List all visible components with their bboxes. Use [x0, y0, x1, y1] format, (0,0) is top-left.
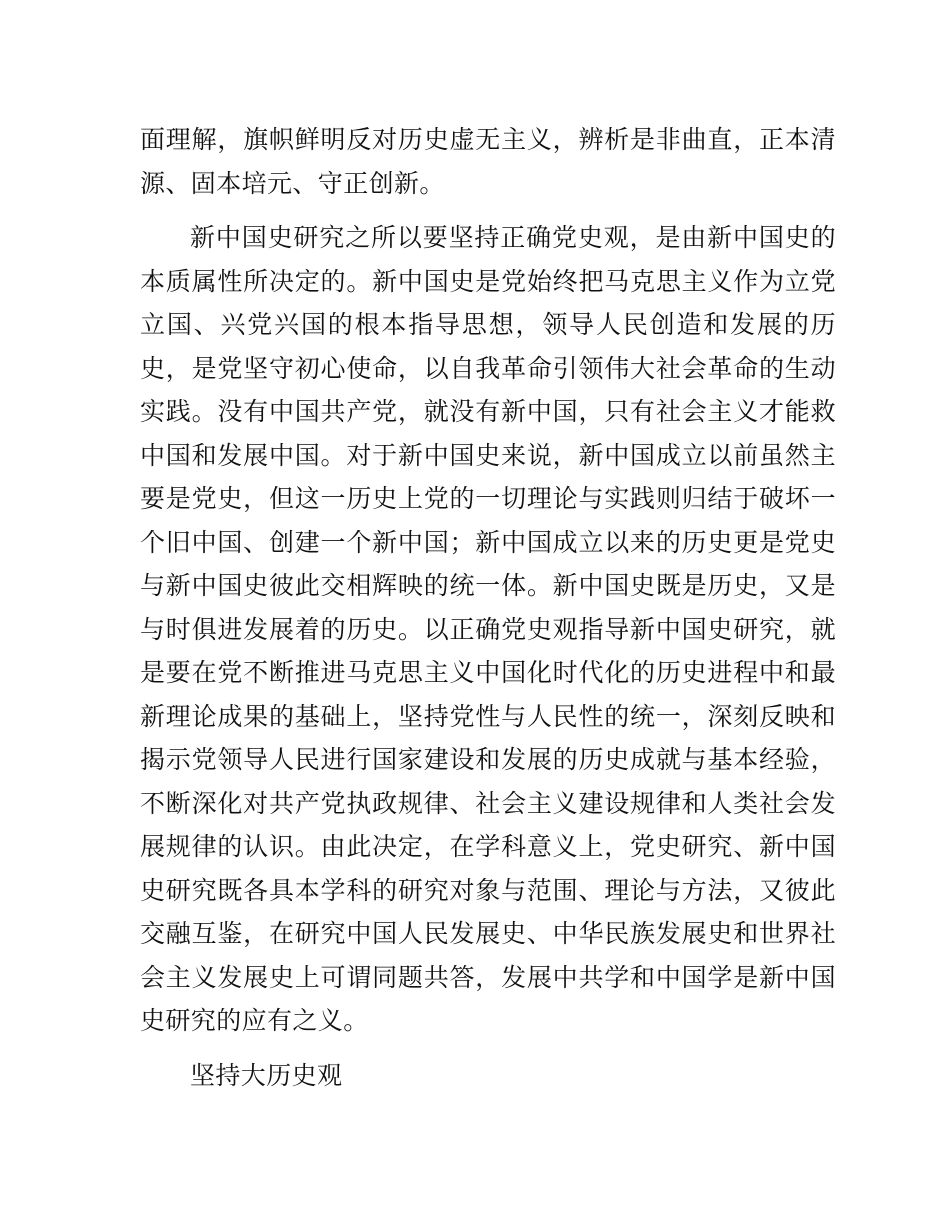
document-page [140, 118, 836, 1108]
paragraph-continuation: 面理解，旗帜鲜明反对历史虚无主义，辨析是非曲直，正本清源、固本培元、守正创新。 [140, 125, 836, 198]
section-heading: 坚持大历史观 [190, 1060, 343, 1090]
paragraph-body: 新中国史研究之所以要坚持正确党史观，是由新中国史的本质属性所决定的。新中国史是党始终把马克思主义作为立党立国、兴党兴国的根本指导思想，领导人民创造和发展的历史，是党坚守初心使命，以自我革命引领伟大社会革命的生动实践。没有中国共产党，就没有新中国，只有社会主义才能救中国和发展中国。对于新中国史来说，新中国成立以前虽然主要是党史，但这一历史上党的一切理论与实践则归结于破坏一个旧中国、创建一个新中国；新中国成立以来的历史更是党史与新中国史彼此交相辉映的统一体。新中国史既是历史，又是与时俱进发展着的历史。以正确党史观指导新中国史研究，就是要在党不断推进马克思主义中国化时代化的历史进程中和最新理论成果的基础上，坚持党性与人民性的统一，深刻反映和揭示党领导人民进行国家建设和发展的历史成就与基本经验，不断深化对共产党执政规律、社会主义建设规律和人类社会发展规律的认识。由此决定，在学科意义上，党史研究、新中国史研究既各具本学科的研究对象与范围、理论与方法，又彼此交融互鉴，在研究中国人民发展史、中华民族发展史和世界社会主义发展史上可谓同题共答，发展中共学和中国学是新中国史研究的应有之义。 [140, 223, 836, 1035]
